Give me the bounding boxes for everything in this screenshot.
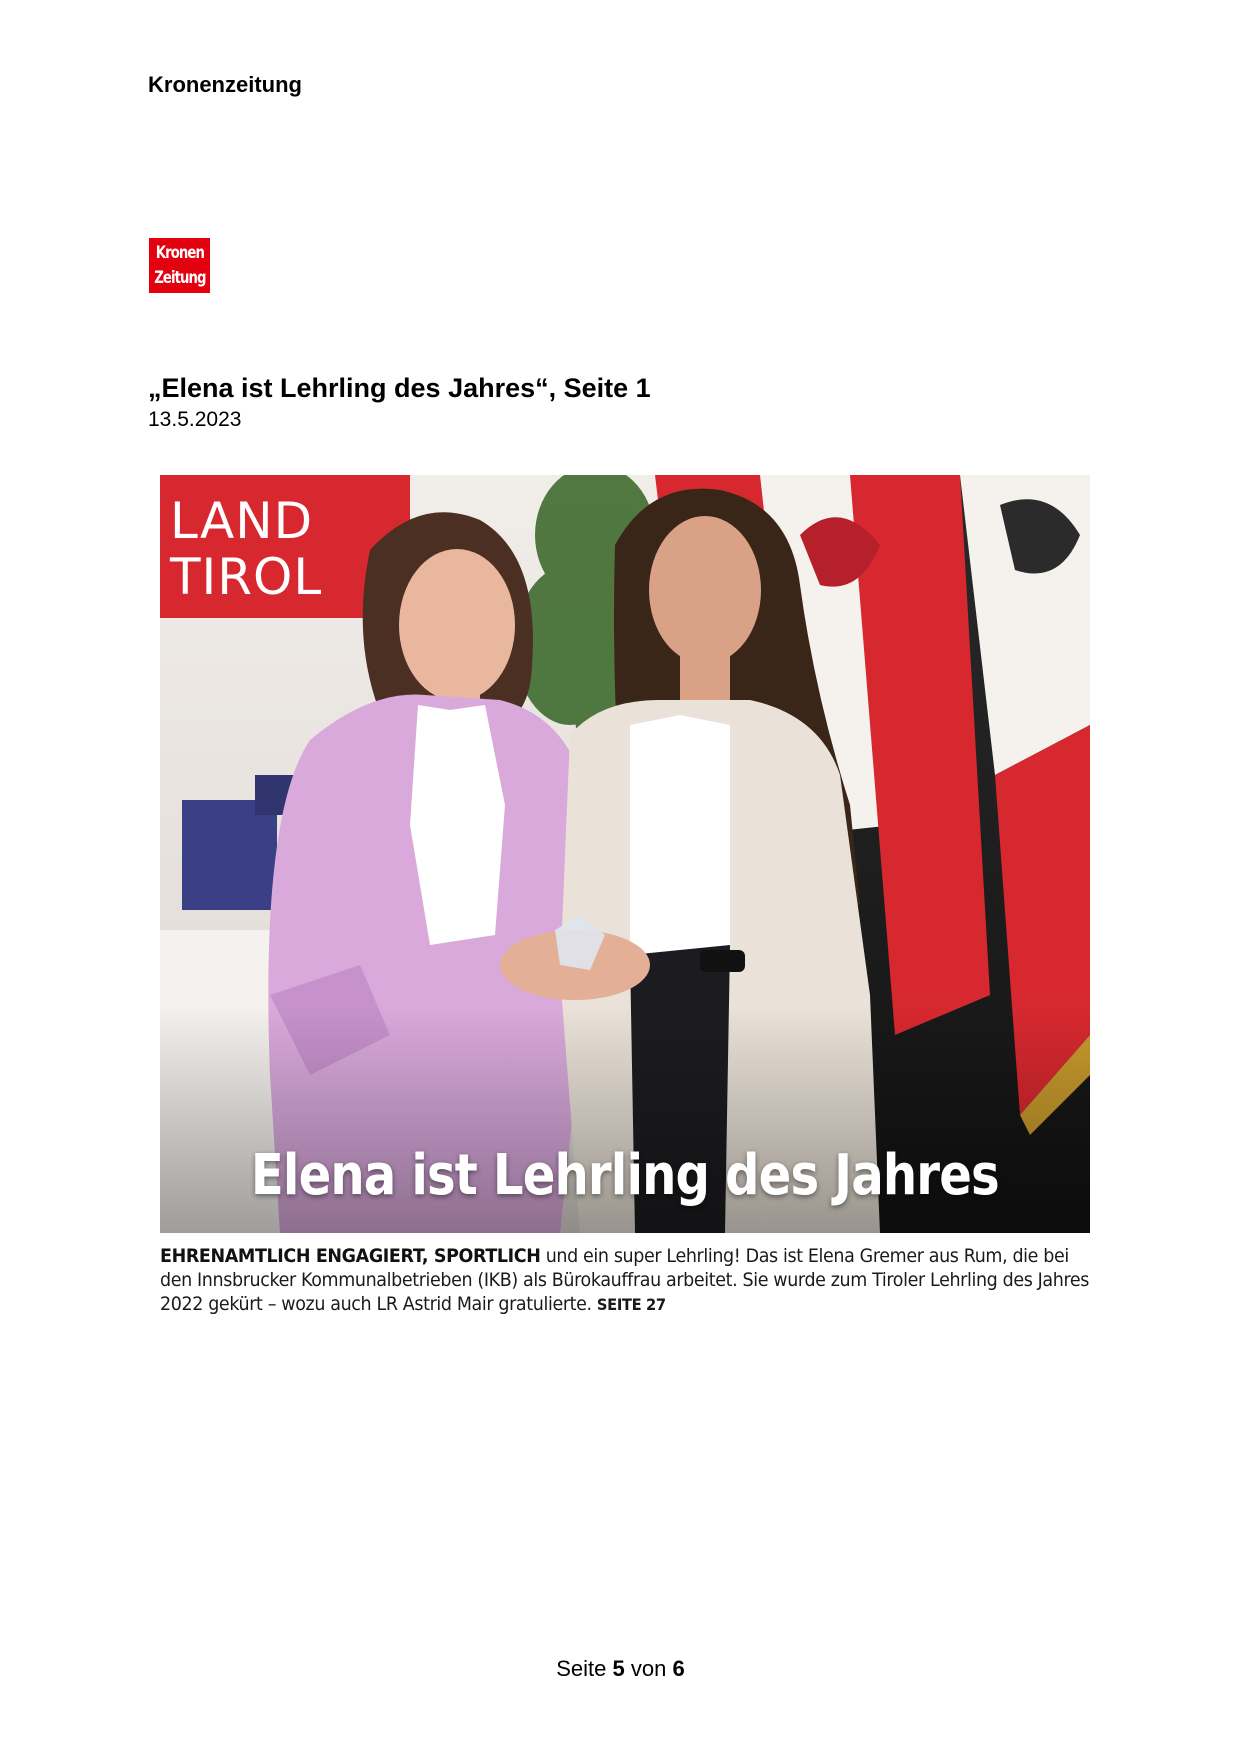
logo-line-1: Kronen bbox=[155, 242, 204, 263]
sign-line-2: TIROL bbox=[170, 548, 323, 606]
footer-middle: von bbox=[630, 1656, 667, 1681]
photo-caption-text bbox=[160, 1244, 1089, 1317]
caption-body: und ein super Lehrling! Das ist Elena Gremer aus Rum, die bei den Innsbrucker Kommunalbetrieben (IKB) als Bürokauffrau arbeitet. Sie wurde zum Tiroler Lehrling des Jahres 2022 gekürt – wozu auch LR Astrid Mair gratulierte. bbox=[160, 1245, 1090, 1315]
footer-page-total: 6 bbox=[672, 1656, 685, 1681]
footer-prefix: Seite bbox=[556, 1656, 607, 1681]
page-footer bbox=[0, 1656, 1241, 1682]
photo-headline-text: Elena ist Lehrling des Jahres bbox=[251, 1143, 999, 1208]
article-photo bbox=[160, 475, 1090, 1233]
footer-page-number: 5 bbox=[612, 1656, 625, 1681]
photo-caption bbox=[160, 1244, 1090, 1317]
article-date: 13.5.2023 bbox=[148, 408, 242, 431]
source-name: Kronenzeitung bbox=[148, 72, 302, 97]
article-title: „Elena ist Lehrling des Jahres“, Seite 1 bbox=[148, 373, 651, 403]
logo-line-2: Zeitung bbox=[153, 267, 206, 288]
sign-line-1: LAND bbox=[170, 492, 314, 550]
photo-headline bbox=[160, 1143, 1090, 1208]
kronen-zeitung-logo bbox=[149, 238, 210, 293]
land-tirol-sign-text bbox=[170, 493, 322, 605]
caption-lead: EHRENAMTLICH ENGAGIERT, SPORTLICH bbox=[160, 1245, 541, 1267]
caption-page-ref: SEITE 27 bbox=[596, 1295, 666, 1314]
